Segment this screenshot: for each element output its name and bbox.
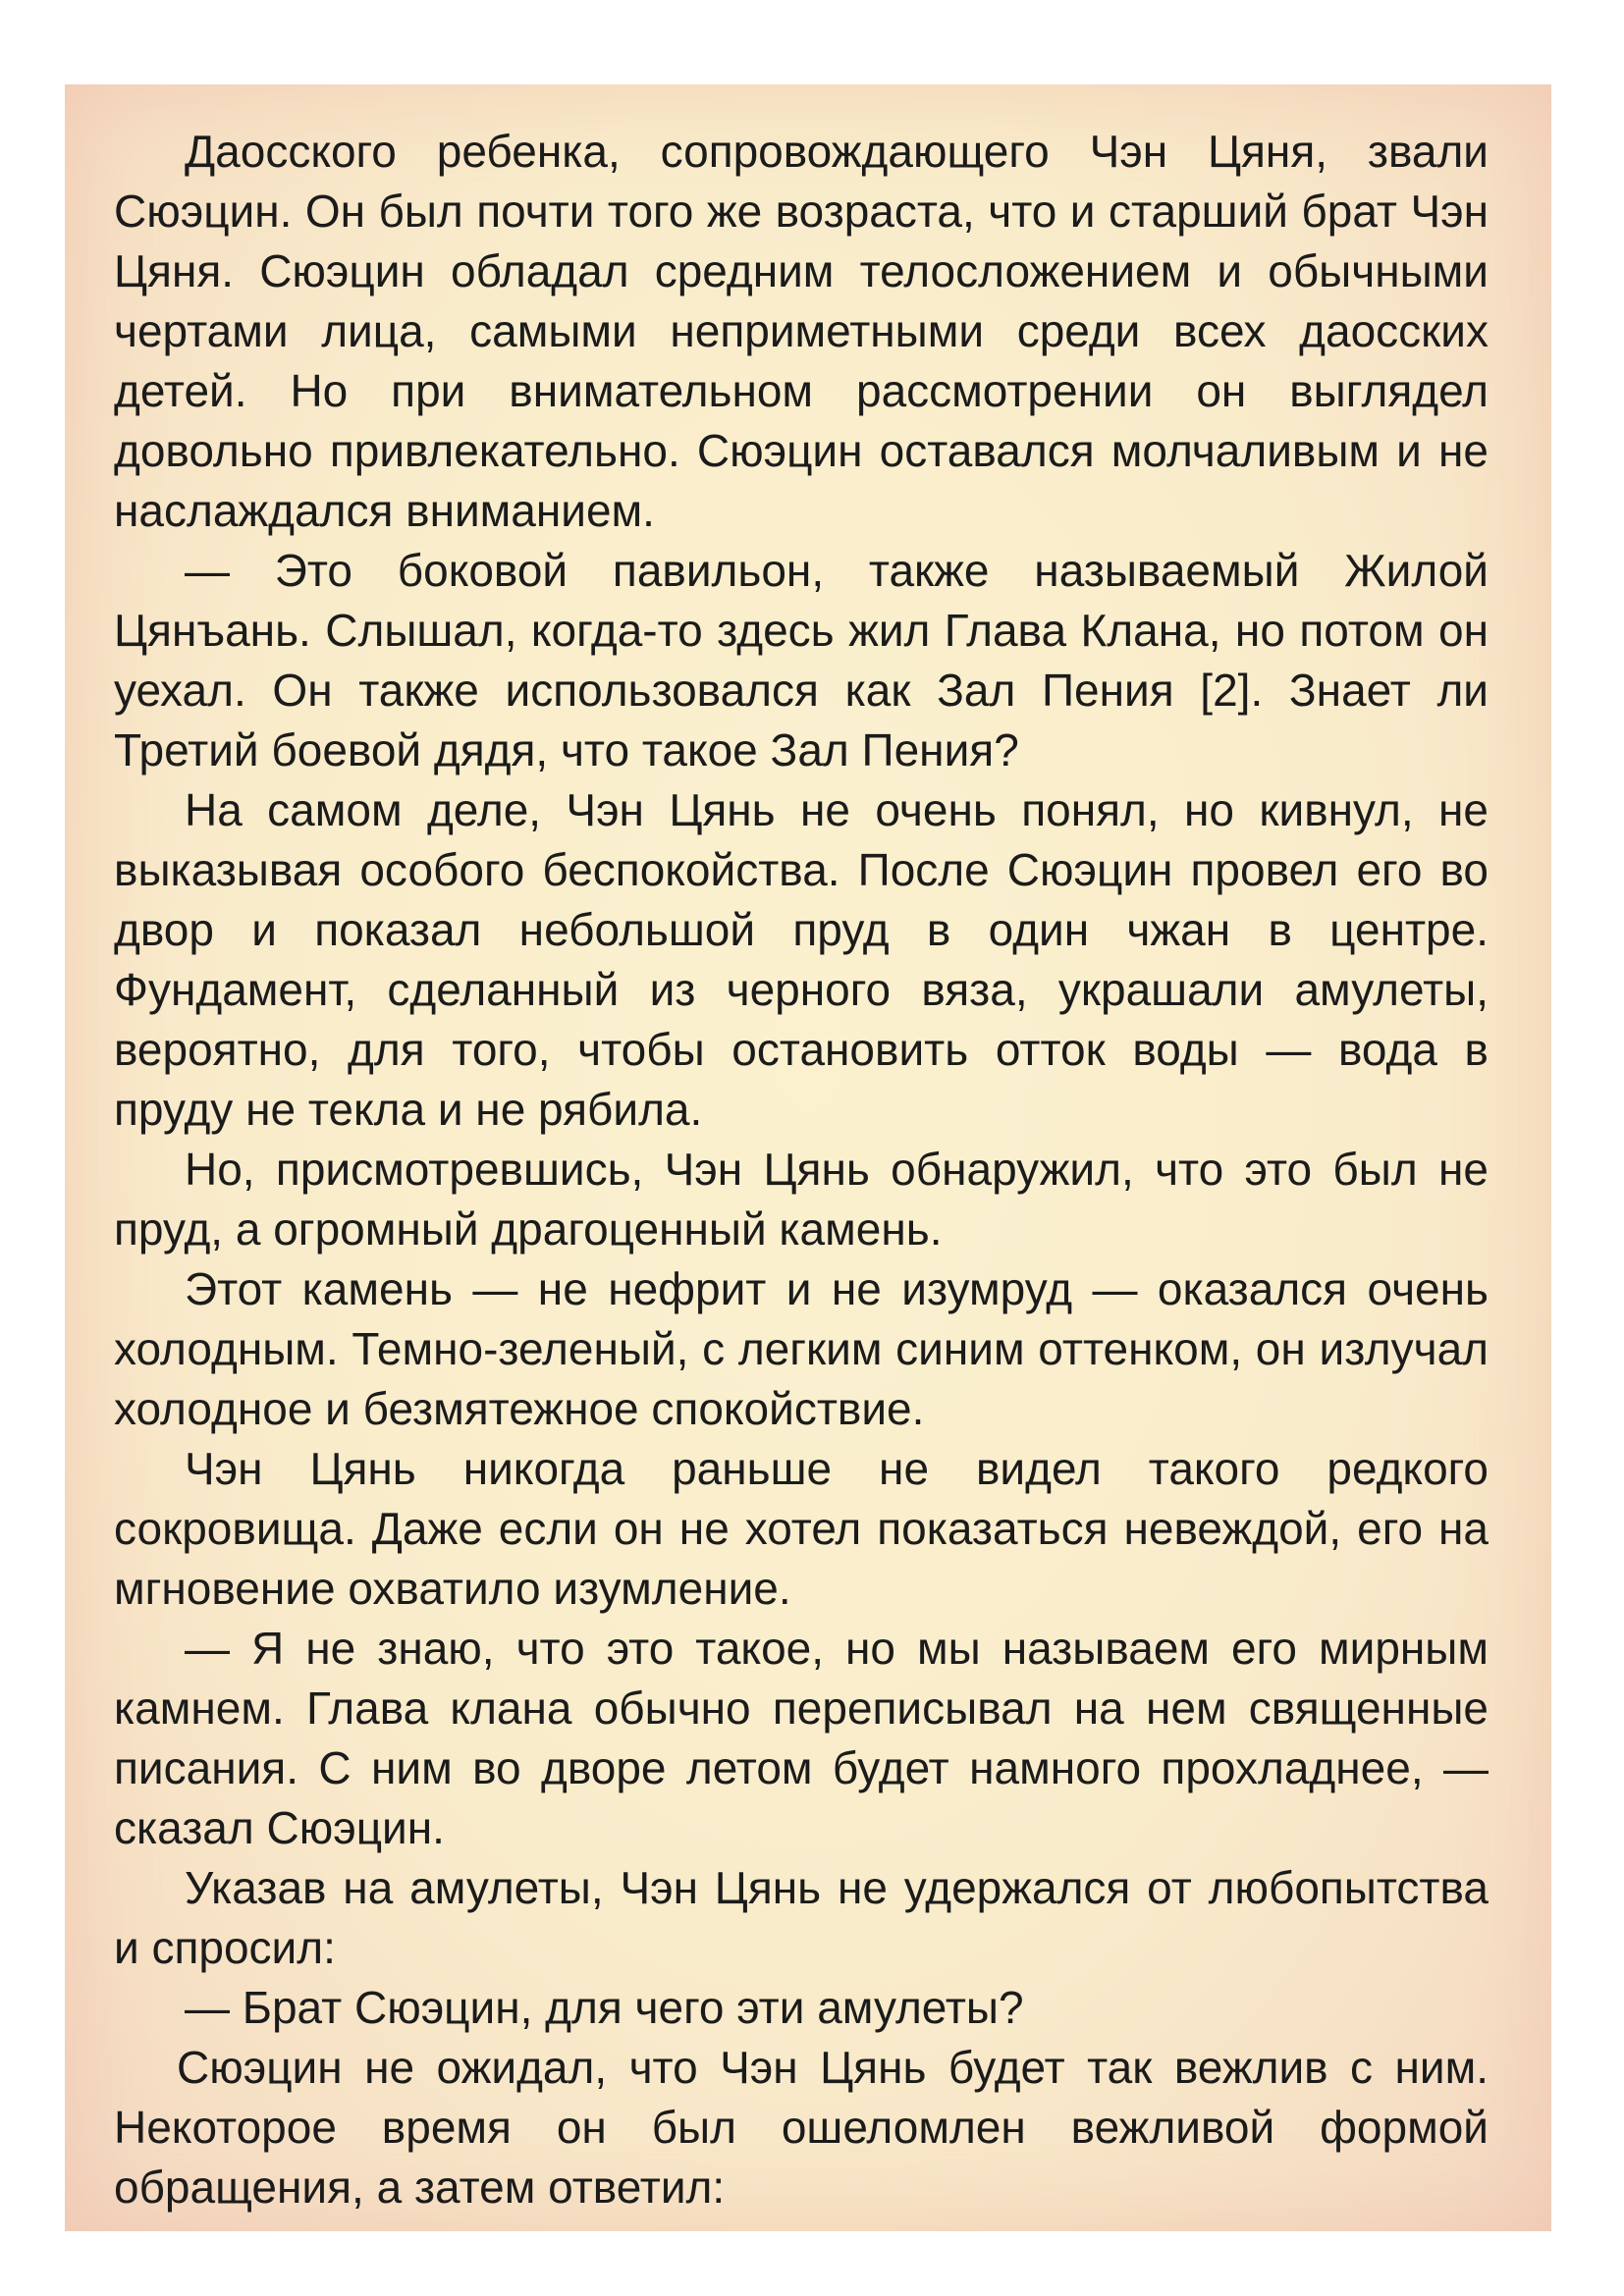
book-page xyxy=(65,84,1551,2231)
page-text xyxy=(114,122,1489,2217)
paragraph: — Брат Сюэцин, для чего эти амулеты? xyxy=(185,1982,1024,2033)
paragraph: Сюэцин не ожидал, что Чэн Цянь будет так вежлив с ним. Некоторое время он был ошеломлен вежливой формой обращения, а затем ответил: xyxy=(114,2042,1489,2213)
paragraph: — Я не знаю, что это такое, но мы называем его мирным камнем. Глава клана обычно переписывал на нем священные писания. С ним во дворе летом будет намного прохладнее, — сказал Сюэцин. xyxy=(114,1623,1489,1853)
paragraph: На самом деле, Чэн Цянь не очень понял, но кивнул, не выказывая особого беспокойства. После Сюэцин провел его во двор и показал небольшой пруд в один чжан в центре. Фундамент, сделанный из черного вяза, украшали амулеты, вероятно, для того, чтобы остановить отток воды — вода в пруду не текла и не рябила. xyxy=(114,784,1489,1135)
paragraph: Но, присмотревшись, Чэн Цянь обнаружил, что это был не пруд, а огромный драгоценный камень. xyxy=(114,1144,1489,1255)
paragraph: Указав на амулеты, Чэн Цянь не удержался от любопытства и спросил: xyxy=(114,1862,1489,1973)
paragraph: Даосского ребенка, сопровождающего Чэн Цяня, звали Сюэцин. Он был почти того же возраста, что и старший брат Чэн Цяня. Сюэцин обладал средним телосложением и обычными чертами лица, самыми неприметными среди всех даосских детей. Но при внимательном рассмотрении он выглядел довольно привлекательно. Сюэцин оставался молчаливым и не наслаждался вниманием. xyxy=(114,126,1489,536)
paragraph: Этот камень — не нефрит и не изумруд — оказался очень холодным. Темно-зеленый, с легким синим оттенком, он излучал холодное и безмятежное спокойствие. xyxy=(114,1263,1489,1434)
paragraph: Чэн Цянь никогда раньше не видел такого редкого сокровища. Даже если он не хотел показаться невеждой, его на мгновение охватило изумление. xyxy=(114,1443,1489,1614)
paragraph: — Это боковой павильон, также называемый Жилой Цянъань. Слышал, когда-то здесь жил Глава Клана, но потом он уехал. Он также использовался как Зал Пения [2]. Знает ли Третий боевой дядя, что такое Зал Пения? xyxy=(114,545,1489,775)
